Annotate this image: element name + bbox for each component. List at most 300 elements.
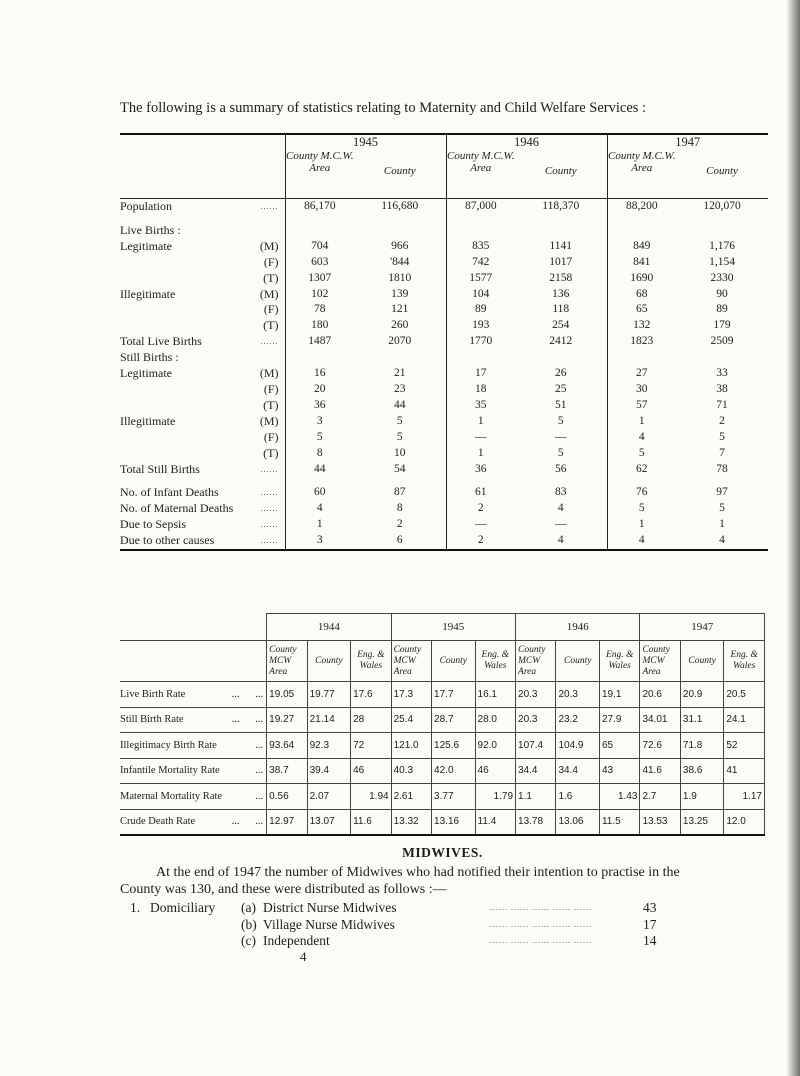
table-cell: 5 xyxy=(396,414,403,427)
year-header: 1947 xyxy=(640,614,765,641)
table-row xyxy=(120,733,765,759)
table-cell: — xyxy=(446,517,515,533)
table-cell: 2 xyxy=(719,414,725,427)
births-table xyxy=(120,133,768,551)
row-label xyxy=(120,255,285,271)
table-row xyxy=(120,334,768,350)
row-label xyxy=(120,223,285,239)
table-cell: 4 xyxy=(607,430,676,446)
table-row xyxy=(120,255,768,271)
list-item-value: 14 xyxy=(643,933,657,948)
table-cell xyxy=(354,223,446,239)
midwives-list xyxy=(130,900,670,950)
table-cell: 849 xyxy=(607,239,676,255)
table-cell: 2158 xyxy=(549,271,573,284)
table-cell: 107.4 xyxy=(516,733,556,759)
table-cell: 30 xyxy=(607,382,676,398)
table-cell: 1.94 xyxy=(351,784,391,810)
table-row xyxy=(120,707,765,733)
list-item-text: District Nurse Midwives xyxy=(263,900,397,915)
year-header: 1945 xyxy=(391,614,515,641)
table-cell: 2 xyxy=(446,501,515,517)
table-cell: 87,000 xyxy=(446,199,515,215)
table-cell: 92.3 xyxy=(307,733,350,759)
table-row xyxy=(120,350,768,366)
table-cell: 136 xyxy=(552,287,570,300)
table-cell: 89 xyxy=(446,302,515,318)
table-cell: 2 xyxy=(446,533,515,550)
table-cell: 34.4 xyxy=(516,758,556,784)
row-label xyxy=(120,414,285,430)
table-cell: 121.0 xyxy=(391,733,431,759)
row-label xyxy=(120,239,285,255)
table-row xyxy=(120,287,768,303)
table-cell: 4 xyxy=(515,533,607,550)
table-cell: 24.1 xyxy=(724,707,765,733)
spacer-row xyxy=(120,477,768,485)
table-row xyxy=(120,318,768,334)
table-cell: 87 xyxy=(394,486,406,499)
table-cell: 6 xyxy=(354,533,446,550)
table-cell: 1 xyxy=(446,414,515,430)
table-cell: 90 xyxy=(716,287,728,300)
table-cell: 34.4 xyxy=(556,758,599,784)
table-row xyxy=(120,809,765,835)
row-label-text: Due to Sepsis xyxy=(120,517,186,532)
row-code: (M) xyxy=(259,286,279,301)
leader-dots: ...... xyxy=(260,504,279,514)
leader-dots: ... xyxy=(255,739,264,751)
table-cell: 54 xyxy=(394,462,406,475)
table-cell: 1 xyxy=(719,518,725,531)
year-header: 1944 xyxy=(267,614,391,641)
column-header: County xyxy=(544,165,577,177)
table-cell: 76 xyxy=(607,485,676,501)
table-row xyxy=(120,366,768,382)
table-row xyxy=(120,485,768,501)
leader-dots: ...... xyxy=(260,488,279,498)
table-cell xyxy=(285,223,354,239)
table-cell: 34.01 xyxy=(640,707,680,733)
table-row xyxy=(120,382,768,398)
table-cell: 51 xyxy=(555,398,567,411)
table-cell: 5 xyxy=(285,430,354,446)
table-row xyxy=(120,501,768,517)
table-cell: 20.6 xyxy=(640,682,680,708)
list-item-letter: (c) xyxy=(241,933,256,948)
table-cell: 39.4 xyxy=(307,758,350,784)
row-label xyxy=(120,707,267,733)
column-header: County xyxy=(432,641,475,682)
table-cell: 5 xyxy=(557,446,564,459)
table-cell: 13.25 xyxy=(680,809,723,835)
column-header: County M.C.W. Area xyxy=(446,150,515,192)
list-item xyxy=(130,900,670,917)
table-cell: 5 xyxy=(719,502,725,515)
table-cell: 13.16 xyxy=(432,809,475,835)
table-cell: 118 xyxy=(552,303,570,316)
table-cell: 5 xyxy=(607,446,676,462)
column-header: County MCW Area xyxy=(391,641,431,682)
table-cell: 12.0 xyxy=(724,809,765,835)
table-row xyxy=(120,271,768,287)
table-cell: 4 xyxy=(676,533,768,550)
table-cell: — xyxy=(446,430,515,446)
leader-dots: ...... ...... ...... ...... ...... xyxy=(490,936,592,945)
row-label xyxy=(120,334,285,350)
table-cell: 1017 xyxy=(549,255,573,268)
row-label-text: Population xyxy=(120,199,173,213)
table-cell: 23.2 xyxy=(556,707,599,733)
table-cell: 13.06 xyxy=(556,809,599,835)
table-cell: 35 xyxy=(446,398,515,414)
table-cell: 20.3 xyxy=(516,707,556,733)
table-cell: 1577 xyxy=(446,271,515,287)
table-cell: 71.8 xyxy=(680,733,723,759)
leader-dots: ... ... xyxy=(231,714,264,726)
table-cell: 121 xyxy=(391,303,409,316)
column-header: County xyxy=(556,641,599,682)
table-cell: 92.0 xyxy=(475,733,515,759)
table-cell: 43 xyxy=(599,758,639,784)
table-cell: 31.1 xyxy=(680,707,723,733)
table-cell: 1487 xyxy=(285,334,354,350)
table-cell xyxy=(515,350,607,366)
table-row xyxy=(120,414,768,430)
table-cell: 966 xyxy=(391,239,409,252)
table-cell: 1307 xyxy=(285,271,354,287)
table-cell: 17.3 xyxy=(391,682,431,708)
table-cell: 1.17 xyxy=(724,784,765,810)
table-cell: 5 xyxy=(719,430,725,443)
table-cell: 16 xyxy=(285,366,354,382)
leader-dots: ...... ...... ...... ...... ...... xyxy=(490,919,592,929)
table-cell: 104.9 xyxy=(556,733,599,759)
row-code: (M) xyxy=(259,413,279,428)
table-cell xyxy=(354,350,446,366)
table-cell: 42.0 xyxy=(432,758,475,784)
intro-text: The following is a summary of statistics relating to Maternity and Child Welfare Services : xyxy=(120,100,647,116)
table-cell: 193 xyxy=(446,318,515,334)
table-cell: 1.9 xyxy=(680,784,723,810)
column-header: Eng. & Wales xyxy=(724,641,765,682)
table-cell: 13.53 xyxy=(640,809,680,835)
table-cell: — xyxy=(555,518,567,531)
table-cell: 2.7 xyxy=(640,784,680,810)
column-header: County M.C.W. Area xyxy=(285,150,354,192)
list-item-text: Village Nurse Midwives xyxy=(263,916,395,932)
row-label-text: Legitimate xyxy=(120,366,172,381)
row-label xyxy=(120,733,267,759)
table-cell: 21.14 xyxy=(307,707,350,733)
table-cell: 1823 xyxy=(607,334,676,350)
year-header: 1946 xyxy=(446,134,607,150)
table-cell: 1,176 xyxy=(709,239,735,252)
table-cell xyxy=(446,350,515,366)
table-cell: 20.3 xyxy=(556,682,599,708)
table-cell: 36 xyxy=(446,462,515,478)
table-cell: 71 xyxy=(716,398,728,411)
table-cell: 1 xyxy=(446,446,515,462)
table-row xyxy=(120,533,768,550)
table-cell xyxy=(607,223,676,239)
row-label xyxy=(120,485,285,501)
table-cell: 5 xyxy=(607,501,676,517)
table-cell: 20.5 xyxy=(724,682,765,708)
leader-dots: ... ... xyxy=(231,816,264,828)
column-header: County MCW Area xyxy=(267,641,307,682)
table-cell: 26 xyxy=(555,367,567,380)
table-cell: 841 xyxy=(607,255,676,271)
row-code: (F) xyxy=(263,429,279,444)
row-code: (F) xyxy=(263,254,279,269)
list-item xyxy=(130,917,670,934)
table-cell: 116,680 xyxy=(381,200,419,212)
table-cell: 4 xyxy=(285,501,354,517)
table-cell: 38.7 xyxy=(267,758,307,784)
table-cell xyxy=(676,350,768,366)
table-cell: 11.4 xyxy=(475,809,515,835)
table-cell: 16.1 xyxy=(475,682,515,708)
table-cell: 46 xyxy=(351,758,391,784)
column-header: County MCW Area xyxy=(640,641,680,682)
column-header: Eng. & Wales xyxy=(475,641,515,682)
table-cell: 20.3 xyxy=(516,682,556,708)
table-cell: 4 xyxy=(557,502,564,515)
table-cell: 44 xyxy=(394,398,406,411)
table-cell: 21 xyxy=(394,367,406,380)
row-label-text: No. of Maternal Deaths xyxy=(120,501,234,516)
table-cell: 132 xyxy=(607,318,676,334)
table-cell: 3.77 xyxy=(432,784,475,810)
table-cell: 1 xyxy=(607,414,676,430)
table-cell: 38 xyxy=(716,382,728,395)
spacer-row xyxy=(120,215,768,223)
leader-dots: ... ... xyxy=(231,688,264,700)
row-label xyxy=(120,446,285,462)
list-item-letter: (a) xyxy=(241,900,256,915)
row-code: (M) xyxy=(259,238,279,253)
leader-dots: ...... ...... ...... ...... ...... xyxy=(490,903,592,912)
row-label xyxy=(120,784,267,810)
subheader-row xyxy=(120,641,765,682)
table-cell: 61 xyxy=(446,485,515,501)
row-label-text: Infantile Mortality Rate xyxy=(120,765,220,777)
table-cell: 23 xyxy=(394,382,406,395)
table-cell: 68 xyxy=(607,287,676,303)
list-item-category: Domiciliary xyxy=(150,900,216,915)
table-cell: 27 xyxy=(607,366,676,382)
row-code: (T) xyxy=(263,270,279,285)
row-label-text: Maternal Mortality Rate xyxy=(120,790,223,802)
table-cell: 19.27 xyxy=(267,707,307,733)
table-cell: 8 xyxy=(396,502,403,515)
table-cell: 179 xyxy=(713,319,731,332)
table-row xyxy=(120,430,768,446)
table-cell: 104 xyxy=(446,287,515,303)
row-label xyxy=(120,430,285,446)
table-row xyxy=(120,199,768,215)
table-cell: 125.6 xyxy=(432,733,475,759)
list-item-value: 17 xyxy=(643,916,657,932)
column-header: County xyxy=(307,641,350,682)
leader-dots: ... xyxy=(255,790,264,802)
leader-dots: ...... xyxy=(260,464,279,474)
table-cell: 742 xyxy=(446,255,515,271)
table-cell: 11.6 xyxy=(351,809,391,835)
row-label xyxy=(120,758,267,784)
table-cell: 102 xyxy=(285,287,354,303)
list-item-value: 43 xyxy=(643,900,657,915)
table-cell: 88,200 xyxy=(607,199,676,215)
table-cell xyxy=(446,223,515,239)
table-cell: 118,370 xyxy=(542,200,580,212)
row-label xyxy=(120,366,285,382)
table-cell: 28 xyxy=(351,707,391,733)
table-cell: '844 xyxy=(390,255,410,268)
row-label-text: Illegitimate xyxy=(120,413,176,428)
row-label-text: Live Birth Rate xyxy=(120,688,186,700)
table-row xyxy=(120,517,768,533)
table-row xyxy=(120,223,768,239)
row-code: (F) xyxy=(263,302,279,317)
table-cell: 1810 xyxy=(388,271,412,284)
table-cell: 1 xyxy=(607,517,676,533)
table-cell: 835 xyxy=(446,239,515,255)
paragraph-line: County was 130, and these were distributed as follows :— xyxy=(120,882,447,897)
row-code: (F) xyxy=(263,381,279,396)
table-cell: 89 xyxy=(716,303,728,316)
table-cell: — xyxy=(555,430,567,443)
table-row xyxy=(120,758,765,784)
page-edge-shadow xyxy=(786,0,800,1076)
row-label xyxy=(120,287,285,303)
table-cell: 38.6 xyxy=(680,758,723,784)
row-label xyxy=(120,533,285,550)
table-cell: 1770 xyxy=(446,334,515,350)
table-row xyxy=(120,682,765,708)
table-cell: 139 xyxy=(391,287,409,300)
table-cell: 25.4 xyxy=(391,707,431,733)
row-label xyxy=(120,271,285,287)
table-cell: 3 xyxy=(285,533,354,550)
table-cell: 52 xyxy=(724,733,765,759)
table-cell: 19.1 xyxy=(599,682,639,708)
table-cell: 11.5 xyxy=(599,809,639,835)
table-cell: 41.6 xyxy=(640,758,680,784)
year-header: 1946 xyxy=(516,614,640,641)
row-label-text: Live Births : xyxy=(120,222,181,237)
table-cell: 78 xyxy=(285,302,354,318)
table-cell: 1,154 xyxy=(709,255,735,268)
row-label xyxy=(120,682,267,708)
list-item-letter: (b) xyxy=(241,916,257,932)
row-code: (T) xyxy=(263,445,279,460)
row-label-text: Illegitimate xyxy=(120,286,176,301)
row-label xyxy=(120,302,285,318)
table-cell: 2070 xyxy=(388,335,412,348)
table-cell: 72 xyxy=(351,733,391,759)
row-code: (T) xyxy=(263,318,279,333)
table-cell: 20 xyxy=(285,382,354,398)
table-cell: 1.43 xyxy=(599,784,639,810)
row-label-text: Total Live Births xyxy=(120,334,202,349)
table-cell: 17.6 xyxy=(351,682,391,708)
column-header: County MCW Area xyxy=(516,641,556,682)
year-header: 1947 xyxy=(607,134,768,150)
table-cell xyxy=(676,223,768,239)
leader-dots: ...... xyxy=(260,520,279,530)
leader-dots: ...... xyxy=(260,337,279,347)
rates-table xyxy=(120,613,765,836)
table-cell: 1.1 xyxy=(516,784,556,810)
table-cell: 65 xyxy=(607,302,676,318)
table-cell xyxy=(515,223,607,239)
table-cell: 60 xyxy=(285,485,354,501)
row-label-text: Legitimate xyxy=(120,238,172,253)
table-cell: 10 xyxy=(394,446,406,459)
leader-dots: ...... xyxy=(260,202,279,211)
table-cell: 40.3 xyxy=(391,758,431,784)
table-cell: 19.05 xyxy=(267,682,307,708)
table-row xyxy=(120,302,768,318)
table-cell: 2 xyxy=(396,518,403,531)
table-cell: 2412 xyxy=(549,335,573,348)
row-label xyxy=(120,199,285,215)
row-code: (M) xyxy=(259,366,279,381)
row-label xyxy=(120,809,267,835)
row-label-text: Still Births : xyxy=(120,350,179,365)
row-label xyxy=(120,462,285,478)
table-cell: 78 xyxy=(716,462,728,475)
table-cell: 28.7 xyxy=(432,707,475,733)
row-label xyxy=(120,350,285,366)
table-row xyxy=(120,239,768,255)
table-cell xyxy=(607,350,676,366)
column-header: County xyxy=(680,641,723,682)
table-cell: 3 xyxy=(285,414,354,430)
table-cell: 2330 xyxy=(710,271,734,284)
table-cell: 57 xyxy=(607,398,676,414)
table-cell: 93.64 xyxy=(267,733,307,759)
row-code: (T) xyxy=(263,397,279,412)
table-cell: 180 xyxy=(285,318,354,334)
row-label-text: Still Birth Rate xyxy=(120,714,184,726)
table-cell: 260 xyxy=(391,319,409,332)
section-title: MIDWIVES. xyxy=(402,845,483,860)
row-label-text: Due to other causes xyxy=(120,533,215,548)
leader-dots: ... xyxy=(255,765,264,777)
paragraph-line: At the end of 1947 the number of Midwives who had notified their intention to practise in the xyxy=(156,865,680,880)
table-cell: 2.07 xyxy=(307,784,350,810)
row-label xyxy=(120,318,285,334)
table-cell: 2509 xyxy=(710,335,734,348)
table-cell: 13.32 xyxy=(391,809,431,835)
table-cell: 704 xyxy=(285,239,354,255)
table-cell: 1.6 xyxy=(556,784,599,810)
table-cell: 8 xyxy=(285,446,354,462)
table-cell: 17.7 xyxy=(432,682,475,708)
table-row xyxy=(120,784,765,810)
table-cell: 1690 xyxy=(607,271,676,287)
table-row xyxy=(120,462,768,478)
leader-dots: ...... xyxy=(260,536,279,546)
table-row xyxy=(120,446,768,462)
table-cell: 97 xyxy=(716,486,728,499)
table-cell: 41 xyxy=(724,758,765,784)
table-row xyxy=(120,398,768,414)
table-cell: 72.6 xyxy=(640,733,680,759)
